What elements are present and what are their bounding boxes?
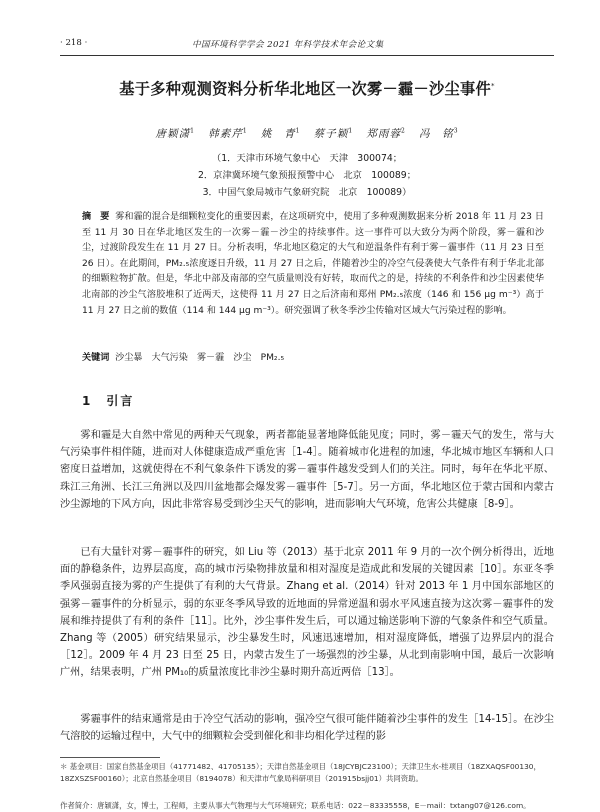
abstract-text: 雾和霾的混合是细颗粒变化的重要因素，在这项研究中，使用了多种观测数据来分析 2018 年 11 月 23 日至 11 月 30 日在华北地区发生的一次雾－霾－沙尘的持续事件。这一事件可以大致分为两个阶段，雾－霾和沙尘，过渡阶段发生在 11 月 27 日。分析表明，华北地区稳定的大气和逆温条件有利于雾－霾事件（11 月 23 日至 26 日）。在此期间，PM₂.₅浓度逐日升级，11 月 27 日之后，伴随着沙尘的冷空气侵袭使大气条件有利于华北北部的细颗粒物扩散。但是，华北中部及南部的空气质量则没有好转，取而代之的是，持续的不利条件和沙尘因素使华北南部的沙尘气溶胶堆积了近两天，这使得 11 月 27 日之后济南和郑州 PM₂.₅浓度（146 和 156 μg m⁻³）高于 11 月 27 日之前的数值（114 和 144 μg m⁻³）。研究强调了秋冬季沙尘传输对区域大气污染过程的影响。 (82, 212, 544, 316)
footnote-rule (60, 757, 160, 758)
footnote-funding: ＊ 基金项目：国家自然基金项目（41771482、41705135）；天津自然基金项目（18JCYBJC23100）；天津卫生水-桂项目（18ZXAQSF00130，18ZXSZSF00160）；北京自然基金项目（8194078）和天津市气象局科研项目（201915bsjj01）共同资助。 (60, 762, 541, 783)
paper-title (60, 78, 554, 99)
intro-paragraph-3: 雾霾事件的结束通常是由于冷空气活动的影响，强冷空气很可能伴随着沙尘事件的发生［14-15］。在沙尘气溶胶的运输过程中，大气中的细颗粒会受到催化和非均相化学过程的影 (60, 714, 554, 743)
keywords-text: 沙尘暴 大气污染 雾－霾 沙尘 PM₂.₅ (115, 353, 285, 363)
paper-title-text: 基于多种观测资料分析华北地区一次雾－霾－沙尘事件 (119, 80, 491, 98)
footnote-author: 作者简介：唐颖潇，女，博士，工程师，主要从事大气物理与大气环境研究；联系电话：022－83335558，E－mail：txtang07@126.com。 (60, 801, 531, 810)
author: 冯 铭$^3$ (418, 127, 459, 140)
author-list (60, 126, 554, 141)
header-rule (60, 55, 554, 56)
abstract (82, 210, 544, 319)
affiliation-1: （1．天津市环境气象中心 天津 300074； (211, 153, 403, 164)
abstract-label: 摘 要 (82, 212, 110, 222)
keywords (82, 350, 544, 363)
intro-paragraph-1: 雾和霾是大自然中常见的两种天气现象，两者都能显著地降低能见度；同时，雾－霾天气的发生，常与大气污染事件相伴随，进而对人体健康造成严重危害［1-4］。随着城市化进程的加速，华北城市地区车辆和人口密度日益增加，这就使得在不利气象条件下诱发的雾－霾事件越发受到人们的关注。同时，每年在华北平原、珠江三角洲、长江三角洲以及四川盆地都会爆发雾－霾事件［5-7］。另一方面，华北地区位于蒙古国和内蒙古沙尘源地的下风方向，因此非常容易受到沙尘天气的影响，进而影响大气环境，危害公共健康［8-9］。 (60, 430, 554, 510)
author: 蔡子颖$^1$ (313, 127, 354, 140)
affiliation-3: 3．中国气象局城市气象研究院 北京 100089） (202, 187, 412, 198)
author: 姚 青$^1$ (260, 127, 301, 140)
author: 韩素芹$^1$ (208, 127, 248, 140)
running-header: 中国环境科学学会 2021 年科学技术年会论文集 (192, 40, 384, 50)
affiliation-2: 2．京津冀环境气象预报预警中心 北京 100089； (197, 170, 417, 181)
author: 郑雨蓉$^2$ (366, 127, 406, 140)
intro-paragraph-2: 已有大量针对雾－霾事件的研究，如 Liu 等（2013）基于北京 2011 年 9 月的一次个例分析得出，近地面的静稳条件，边界层高度，高的城市污染物排放量和相对湿度是造成此和发展的关键因素［10］。东亚冬季季风强弱直接为雾的产生提供了有利的大气背景。Zhang et al.（2014）针对 2013 年 1 月中国东部地区的强雾－霾事件的分析显示，弱的东亚冬季风导致的近地面的异常逆温和弱水平风速直接为这次雾－霾事件的发展和维持提供了有利的条件［11］。比外，沙尘事件发生后，可以通过输送影响下游的气象条件和空气质量。Zhang 等（2005）研究结果显示，沙尘暴发生时，风速迅速增加，相对湿度降低，增强了边界层内的混合［12］。2009 年 4 月 23 日至 25 日，内蒙古发生了一场强烈的沙尘暴，从北到南影响中国，最后一次影响广州，结果表明，广州 PM₁₀的质量浓度比非沙尘暴时期升高近两倍［13］。 (60, 547, 554, 679)
keywords-label: 关键词 (82, 353, 110, 363)
page-number: · 218 · (60, 38, 88, 48)
title-footnote-mark: * (490, 81, 495, 90)
section-heading: 1 引言 (82, 394, 135, 408)
author: 唐颖潇$^1$ (155, 127, 195, 140)
